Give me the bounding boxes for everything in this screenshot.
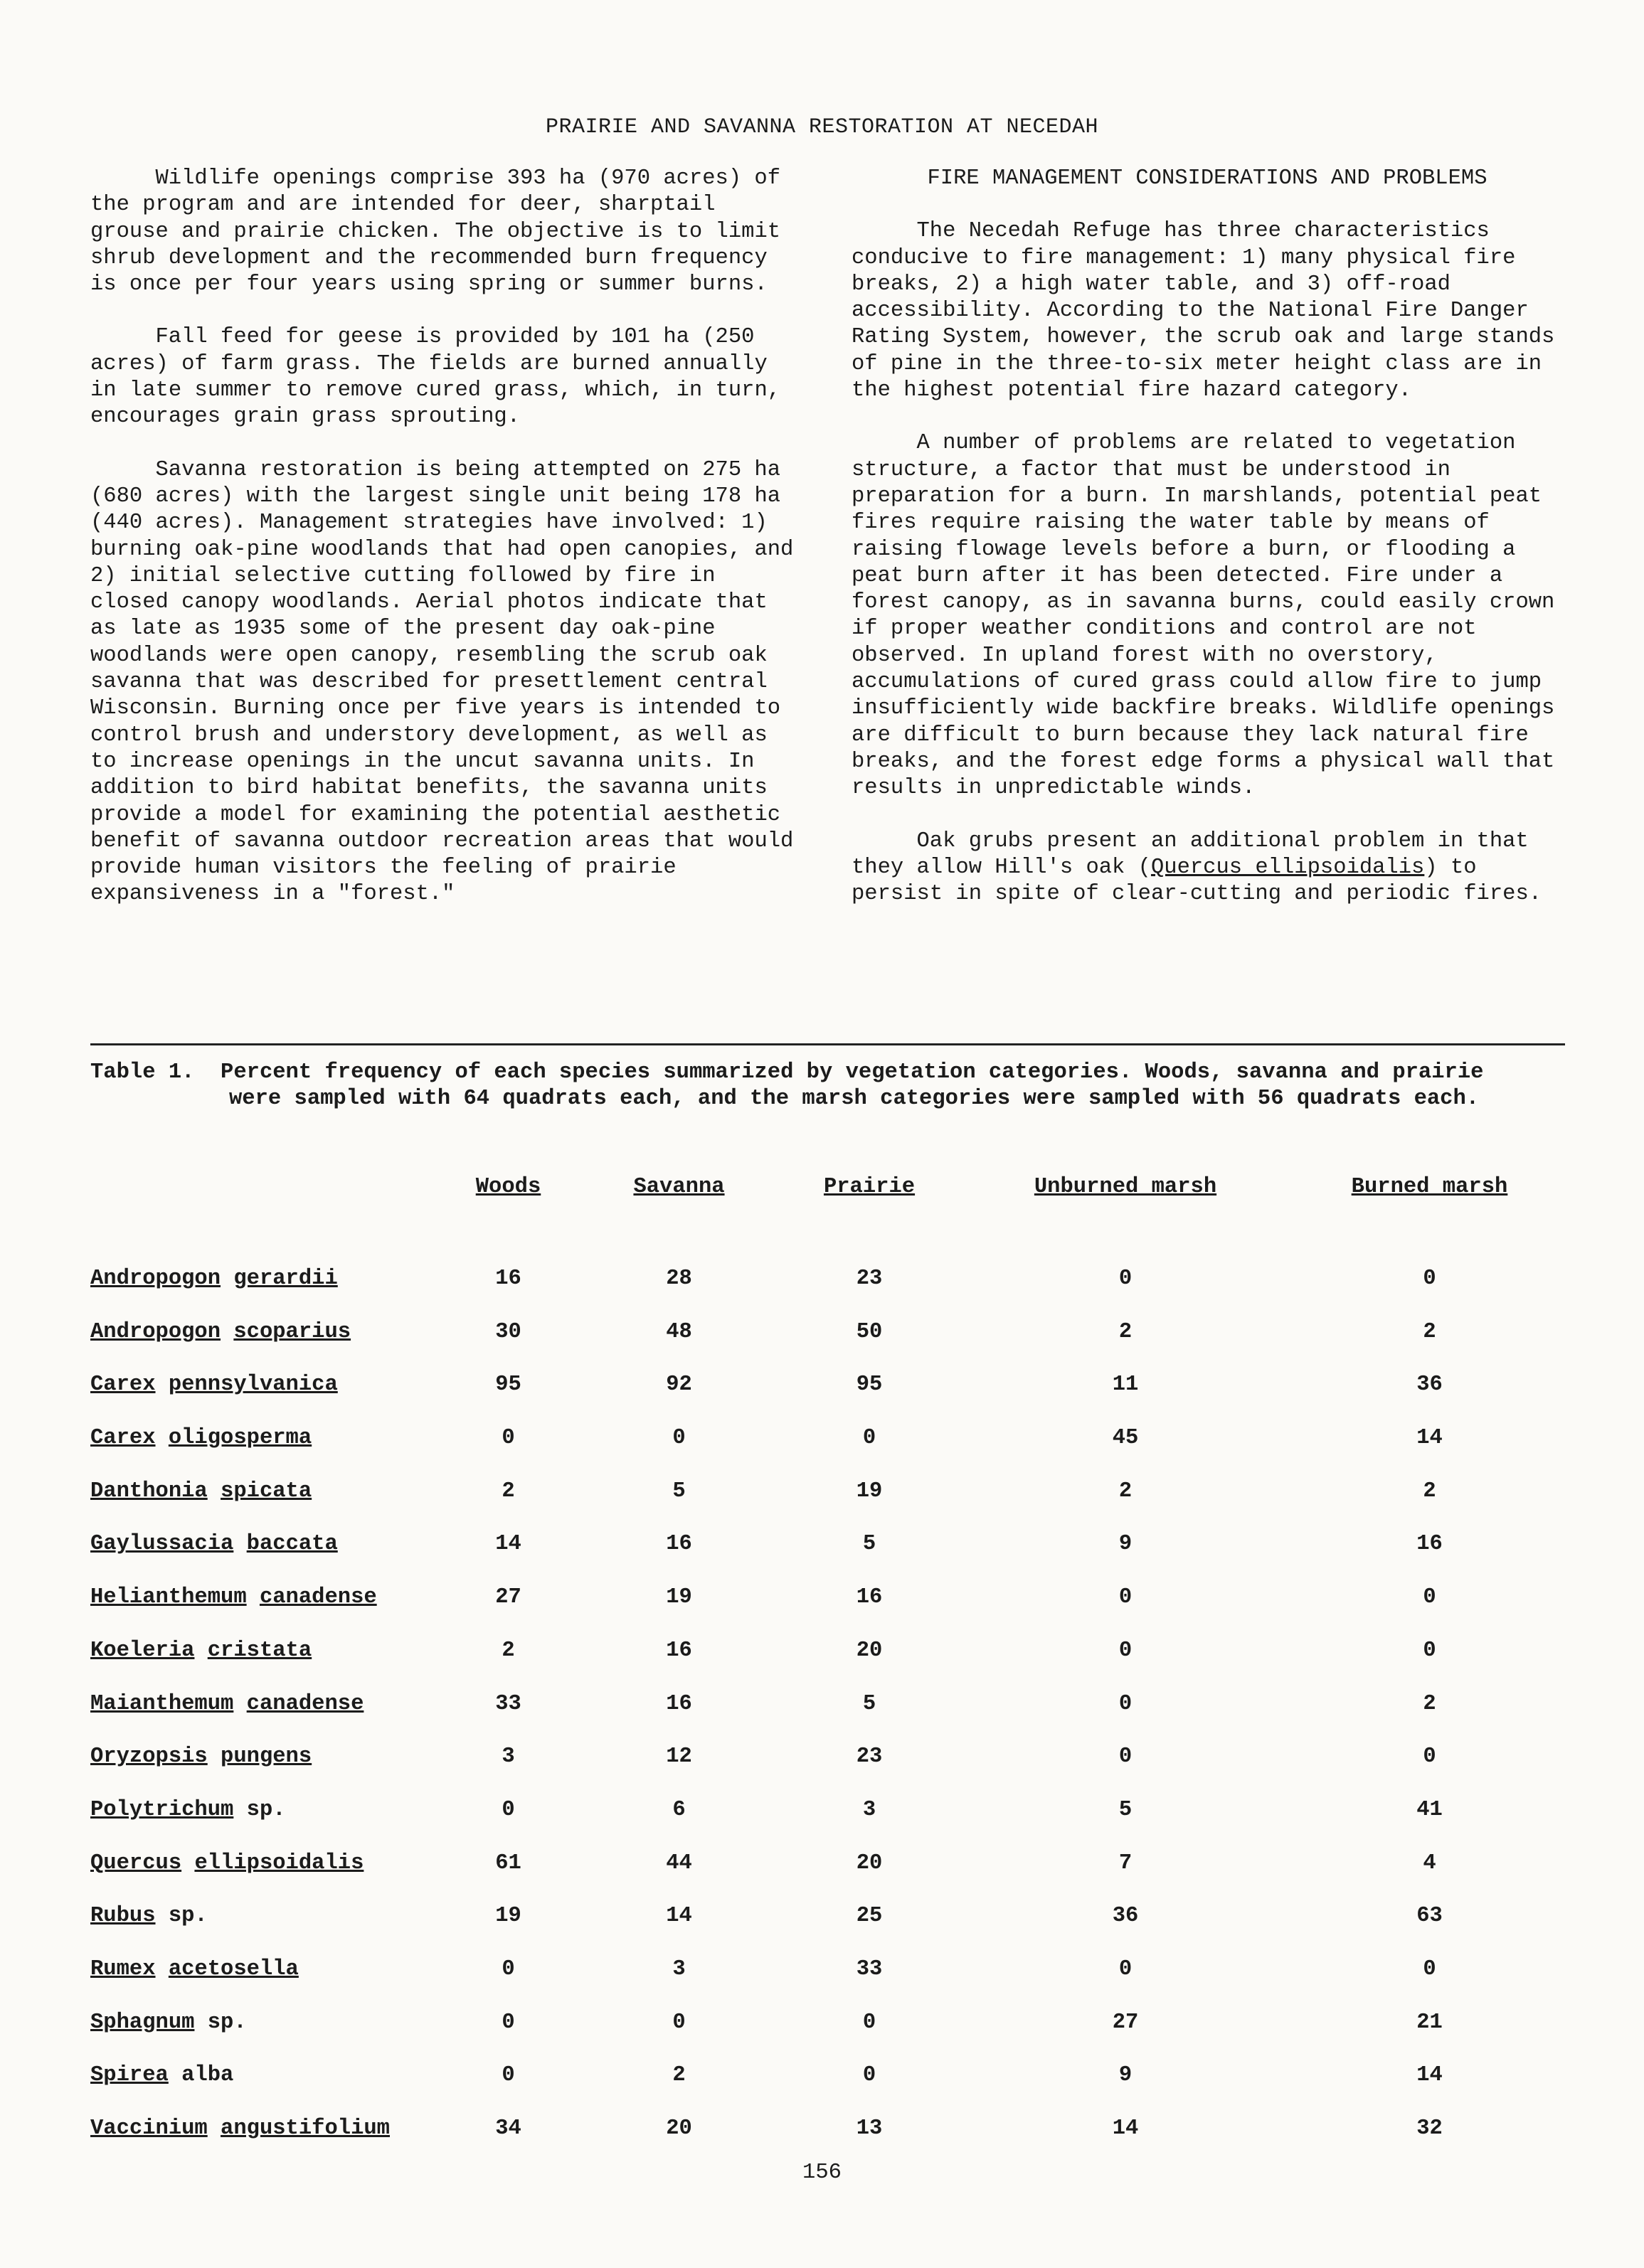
value-prairie: 16 (856, 1585, 883, 1610)
value-woods: 0 (502, 1426, 515, 1451)
value-burned-marsh: 2 (1423, 1691, 1436, 1716)
species-frequency-table (90, 1159, 1577, 2155)
value-burned-marsh: 41 (1416, 1797, 1443, 1822)
value-burned-marsh: 0 (1423, 1956, 1436, 1981)
species-epithet: ellipsoidalis (194, 1851, 364, 1875)
table-row (90, 1305, 1577, 1358)
table-row (90, 1836, 1577, 1890)
table-row (90, 1358, 1577, 1412)
value-savanna: 2 (672, 2063, 686, 2088)
paragraph-oak-grubs: Oak grubs present an additional problem in that they allow Hill's oak (Quercus ellipsoidalis) to persist in spite of clear-cutting and periodic fires. (852, 829, 1542, 907)
value-prairie: 33 (856, 1956, 883, 1981)
value-unburned-marsh: 2 (1118, 1319, 1133, 1344)
value-woods: 0 (502, 2010, 515, 2035)
species-name-cell (90, 1464, 428, 1518)
species-genus: Danthonia (90, 1479, 208, 1503)
species-genus: Quercus (90, 1851, 182, 1875)
species-genus: Andropogon (90, 1267, 221, 1292)
header-woods: Woods (475, 1175, 541, 1199)
table-caption (90, 1060, 1577, 1113)
value-unburned-marsh: 5 (1118, 1797, 1133, 1822)
page-title: PRAIRIE AND SAVANNA RESTORATION AT NECEDAH (545, 115, 1099, 139)
value-unburned-marsh: 7 (1118, 1851, 1133, 1875)
value-prairie: 3 (862, 1797, 876, 1822)
table-row (90, 1677, 1577, 1730)
value-burned-marsh: 14 (1416, 2063, 1443, 2088)
paragraph-savanna-restoration: Savanna restoration is being attempted on 275 ha (680 acres) with the largest single unit being 178 ha (440 acres). Management strategies have involved: 1) burning oak-pine woodlands that had open canopies, and 2) initial selective cutting followed by fire in closed canopy woodlands. Aerial photos indicate that as late as 1935 some of the present day oak-pine woodlands were open canopy, resembling the scrub oak savanna that was described for presettlement central Wisconsin. Burning once per five years is intended to control brush and understory development, as well as to increase openings in the uncut savanna units. In addition to bird habitat benefits, the savanna units provide a model for examining the potential aesthetic benefit of savanna outdoor recreation areas that would provide human visitors the feeling of prairie expansiveness in a "forest." (90, 457, 794, 907)
value-savanna: 44 (666, 1851, 692, 1875)
species-epithet: canadense (259, 1585, 377, 1610)
species-name-cell (90, 1358, 428, 1412)
value-woods: 19 (495, 1904, 521, 1929)
species-genus: Polytrichum (90, 1797, 234, 1822)
header-unburned-marsh: Unburned marsh (1034, 1175, 1217, 1199)
species-genus: Rumex (90, 1956, 156, 1981)
species-epithet: sp. (168, 1904, 208, 1929)
header-burned-marsh: Burned marsh (1351, 1175, 1508, 1199)
value-savanna: 0 (672, 2010, 686, 2035)
species-name-cell (90, 1836, 428, 1890)
value-savanna: 3 (672, 1956, 686, 1981)
value-woods: 61 (495, 1851, 521, 1875)
value-prairie: 0 (862, 2010, 876, 2035)
value-prairie: 20 (856, 1638, 883, 1663)
value-savanna: 0 (672, 1426, 686, 1451)
species-epithet: scoparius (233, 1319, 351, 1344)
value-prairie: 13 (856, 2117, 883, 2141)
value-savanna: 48 (666, 1319, 692, 1344)
value-woods: 95 (495, 1373, 521, 1397)
value-prairie: 0 (862, 1426, 876, 1451)
value-prairie: 5 (862, 1532, 876, 1557)
right-column (852, 166, 1563, 934)
value-prairie: 23 (856, 1745, 883, 1769)
value-unburned-marsh: 45 (1112, 1426, 1139, 1451)
value-savanna: 28 (666, 1267, 692, 1292)
caption-line-2: were sampled with 64 quadrats each, and the marsh categories were sampled with 56 quadrats each. (229, 1087, 1480, 1112)
species-genus: Gaylussacia (90, 1532, 234, 1557)
value-burned-marsh: 0 (1423, 1745, 1436, 1769)
species-epithet: alba (181, 2063, 234, 2088)
value-savanna: 14 (666, 1904, 692, 1929)
value-woods: 2 (502, 1479, 515, 1503)
caption-line-1: Percent frequency of each species summarized by vegetation categories. Woods, savanna and prairie (221, 1060, 1484, 1085)
header-prairie: Prairie (823, 1175, 916, 1199)
value-woods: 33 (495, 1691, 521, 1716)
value-unburned-marsh: 27 (1112, 2010, 1139, 2035)
table-row (90, 1943, 1577, 1996)
value-burned-marsh: 2 (1423, 1479, 1436, 1503)
value-savanna: 20 (666, 2117, 692, 2141)
species-genus: Helianthemum (90, 1585, 247, 1610)
table-header-row (90, 1159, 1577, 1199)
value-prairie: 23 (856, 1267, 883, 1292)
species-epithet: acetosella (168, 1956, 299, 1981)
value-woods: 0 (502, 2063, 515, 2088)
species-epithet: sp. (207, 2010, 247, 2035)
species-genus: Koeleria (90, 1638, 195, 1663)
table-rule (90, 1043, 1565, 1045)
value-woods: 27 (495, 1585, 521, 1610)
species-name: Quercus ellipsoidalis (1150, 855, 1425, 880)
species-name-cell (90, 1571, 428, 1624)
value-prairie: 95 (856, 1373, 883, 1397)
value-savanna: 19 (666, 1585, 692, 1610)
species-name-cell (90, 1624, 428, 1678)
value-woods: 0 (502, 1797, 515, 1822)
value-burned-marsh: 16 (1416, 1532, 1443, 1557)
species-epithet: pennsylvanica (168, 1373, 338, 1397)
species-genus: Andropogon (90, 1319, 221, 1344)
value-unburned-marsh: 14 (1112, 2117, 1139, 2141)
header-species (90, 1159, 428, 1199)
value-unburned-marsh: 0 (1118, 1585, 1133, 1610)
value-unburned-marsh: 9 (1118, 1532, 1133, 1557)
table-row (90, 1890, 1577, 1943)
spacer-row (90, 1199, 1577, 1252)
value-woods: 34 (495, 2117, 521, 2141)
species-name-cell (90, 1943, 428, 1996)
left-column (90, 166, 802, 935)
value-woods: 3 (502, 1745, 515, 1769)
value-burned-marsh: 0 (1423, 1267, 1436, 1292)
species-genus: Spirea (90, 2063, 169, 2088)
species-name-cell (90, 1784, 428, 1837)
value-savanna: 5 (672, 1479, 686, 1503)
species-genus: Rubus (90, 1904, 156, 1929)
table-body (90, 1199, 1577, 2155)
species-genus: Oryzopsis (90, 1745, 208, 1769)
species-genus: Maianthemum (90, 1691, 234, 1716)
value-prairie: 0 (862, 2063, 876, 2088)
header-savanna: Savanna (633, 1175, 725, 1199)
species-epithet: spicata (221, 1479, 312, 1503)
species-name-cell (90, 1252, 428, 1306)
value-prairie: 5 (862, 1691, 876, 1716)
table-row (90, 1464, 1577, 1518)
value-unburned-marsh: 0 (1118, 1745, 1133, 1769)
value-unburned-marsh: 2 (1118, 1479, 1133, 1503)
value-unburned-marsh: 11 (1112, 1373, 1139, 1397)
value-woods: 2 (502, 1638, 515, 1663)
value-burned-marsh: 0 (1423, 1638, 1436, 1663)
value-burned-marsh: 2 (1423, 1319, 1436, 1344)
table-row (90, 1996, 1577, 2049)
table-row (90, 2049, 1577, 2102)
table-row (90, 2102, 1577, 2156)
value-savanna: 16 (666, 1691, 692, 1716)
species-epithet: sp. (246, 1797, 286, 1822)
value-savanna: 92 (666, 1373, 692, 1397)
value-savanna: 16 (666, 1638, 692, 1663)
value-woods: 30 (495, 1319, 521, 1344)
species-epithet: cristata (207, 1638, 312, 1663)
species-epithet: baccata (246, 1532, 338, 1557)
value-prairie: 20 (856, 1851, 883, 1875)
species-name-cell (90, 1412, 428, 1465)
species-name-cell (90, 1890, 428, 1943)
value-savanna: 6 (672, 1797, 686, 1822)
value-unburned-marsh: 9 (1118, 2063, 1133, 2088)
value-unburned-marsh: 0 (1118, 1638, 1133, 1663)
paragraph-vegetation-problems: A number of problems are related to vegetation structure, a factor that must be understood in preparation for a burn. In marshlands, potential peat fires require raising the water table by means of raising flowage levels before a burn, or flooding a peat burn after it has been detected. Fire under a forest canopy, as in savanna burns, could easily crown if proper weather conditions and control are not observed. In upland forest with no overstory, accumulations of cured grass could allow fire to jump insufficiently wide backfire breaks. Wildlife openings are difficult to burn because they lack natural fire breaks, and the forest edge forms a physical wall that results in unpredictable winds. (852, 431, 1555, 801)
paragraph-fall-feed: Fall feed for geese is provided by 101 ha (250 acres) of farm grass. The fields are burned annually in late summer to remove cured grass, which, in turn, encourages grain grass sprouting. (90, 325, 781, 430)
table-row (90, 1784, 1577, 1837)
value-unburned-marsh: 0 (1118, 1691, 1133, 1716)
species-name-cell (90, 1677, 428, 1730)
paragraph-wildlife-openings: Wildlife openings comprise 393 ha (970 acres) of the program and are intended for deer, sharptail grouse and prairie chicken. The objective is to limit shrub development and the recommended burn frequency is once per four years using spring or summer burns. (90, 166, 781, 297)
paragraph-fire-characteristics: The Necedah Refuge has three characteristics conducive to fire management: 1) many physical fire breaks, 2) a high water table, and 3) off-road accessibility. According to the National Fire Danger Rating System, however, the scrub oak and large stands of pine in the three-to-six meter height class are in the highest potential fire hazard category. (852, 219, 1555, 403)
section-heading: FIRE MANAGEMENT CONSIDERATIONS AND PROBLEMS (927, 166, 1487, 191)
species-epithet: pungens (221, 1745, 312, 1769)
species-name-cell (90, 1518, 428, 1571)
species-genus: Vaccinium (90, 2117, 208, 2141)
table-row (90, 1252, 1577, 1306)
value-savanna: 16 (666, 1532, 692, 1557)
table-row (90, 1518, 1577, 1571)
value-unburned-marsh: 0 (1118, 1267, 1133, 1292)
value-woods: 14 (495, 1532, 521, 1557)
value-burned-marsh: 14 (1416, 1426, 1443, 1451)
value-burned-marsh: 63 (1416, 1904, 1443, 1929)
value-burned-marsh: 0 (1423, 1585, 1436, 1610)
value-prairie: 19 (856, 1479, 883, 1503)
page-number: 156 (802, 2161, 842, 2185)
species-name-cell (90, 1305, 428, 1358)
value-burned-marsh: 32 (1416, 2117, 1443, 2141)
value-unburned-marsh: 0 (1118, 1956, 1133, 1981)
value-woods: 0 (502, 1956, 515, 1981)
species-epithet: gerardii (233, 1267, 338, 1292)
table-row (90, 1730, 1577, 1784)
value-prairie: 25 (856, 1904, 883, 1929)
species-name-cell (90, 1996, 428, 2049)
value-unburned-marsh: 36 (1112, 1904, 1139, 1929)
value-burned-marsh: 36 (1416, 1373, 1443, 1397)
value-woods: 16 (495, 1267, 521, 1292)
value-prairie: 50 (856, 1319, 883, 1344)
species-name-cell (90, 2102, 428, 2156)
value-burned-marsh: 4 (1423, 1851, 1436, 1875)
species-name-cell (90, 2049, 428, 2102)
table-row (90, 1412, 1577, 1465)
table-row (90, 1571, 1577, 1624)
species-genus: Carex (90, 1426, 156, 1451)
table-row (90, 1624, 1577, 1678)
species-epithet: canadense (246, 1691, 364, 1716)
species-name-cell (90, 1730, 428, 1784)
value-burned-marsh: 21 (1416, 2010, 1443, 2035)
species-genus: Carex (90, 1373, 156, 1397)
species-genus: Sphagnum (90, 2010, 195, 2035)
species-epithet: oligosperma (168, 1426, 312, 1451)
species-epithet: angustifolium (221, 2117, 390, 2141)
value-savanna: 12 (666, 1745, 692, 1769)
caption-label: Table 1. (90, 1060, 195, 1085)
